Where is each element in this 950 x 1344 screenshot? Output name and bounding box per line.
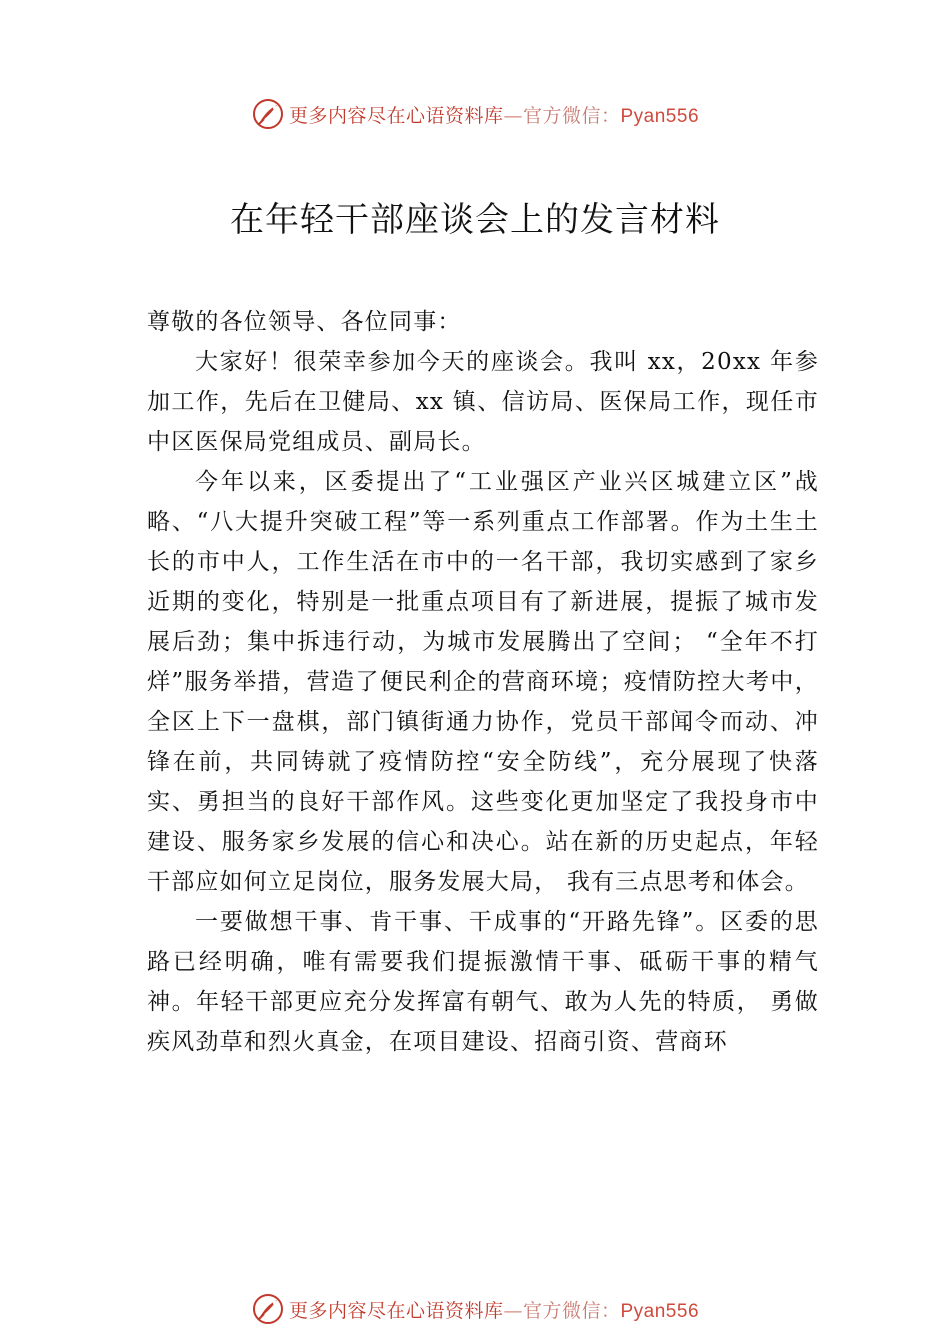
salutation: 尊敬的各位领导、各位同事： [147, 309, 462, 335]
paragraph-changes: 今年以来，区委提出了“工业强区产业兴区城建立区”战略、“八大提升突破工程”等一系列重点工作部署。作为土生土长的市中人，工作生活在市中的一名干部，我切实感到了家乡近期的变化，特别是一批重点项目有了新进展，提振了城市发展后劲；集中拆违行动，为城市发展腾出了空间； “全年不打烊”服务举措，营造了便民利企的营商环境；疫情防控大考中，全区上下一盘棋，部门镇街通力协作，党员干部闻令而动、冲锋在前，共同铸就了疫情防控“安全防线”，充分展现了快落实、勇担当的良好干部作风。这些变化更加坚定了我投身市中建设、服务家乡发展的信心和决心。站在新的历史起点，年轻干部应如何立足岗位，服务发展大局， 我有三点思考和体会。 [147, 469, 819, 895]
paragraph-point-one: 一要做想干事、肯干事、干成事的“开路先锋”。区委的思路已经明确，唯有需要我们提振激情干事、砥砺干事的精气神。年轻干部更应充分发挥富有朝气、敢为人先的特质， 勇做疾风劲草和烈火真金，在项目建设、招商引资、营商环 [147, 909, 819, 1055]
banner-wechat-id: Pyan556 [620, 105, 700, 127]
paragraph-intro: 大家好！很荣幸参加今天的座谈会。我叫 xx，20xx 年参加工作，先后在卫健局、xx 镇、信访局、医保局工作，现任市中区医保局党组成员、副局长。 [147, 349, 819, 455]
header-watermark-banner [0, 94, 950, 134]
banner-main-text: 更多内容尽在心语资料库 [288, 1299, 504, 1322]
quill-logo-icon [251, 1292, 285, 1326]
banner-separator: — [503, 104, 523, 127]
banner-separator: — [503, 1299, 523, 1322]
banner-wechat-id: Pyan556 [620, 1300, 700, 1322]
banner-text [289, 1296, 699, 1323]
document-body [147, 302, 819, 1062]
footer-watermark-banner [0, 1289, 950, 1329]
banner-wechat-label: 官方微信： [522, 1299, 621, 1322]
quill-logo-icon [251, 97, 285, 131]
banner-main-text: 更多内容尽在心语资料库 [288, 104, 504, 127]
banner-text [289, 101, 699, 128]
banner-wechat-label: 官方微信： [522, 104, 621, 127]
document-title: 在年轻干部座谈会上的发言材料 [230, 200, 720, 240]
